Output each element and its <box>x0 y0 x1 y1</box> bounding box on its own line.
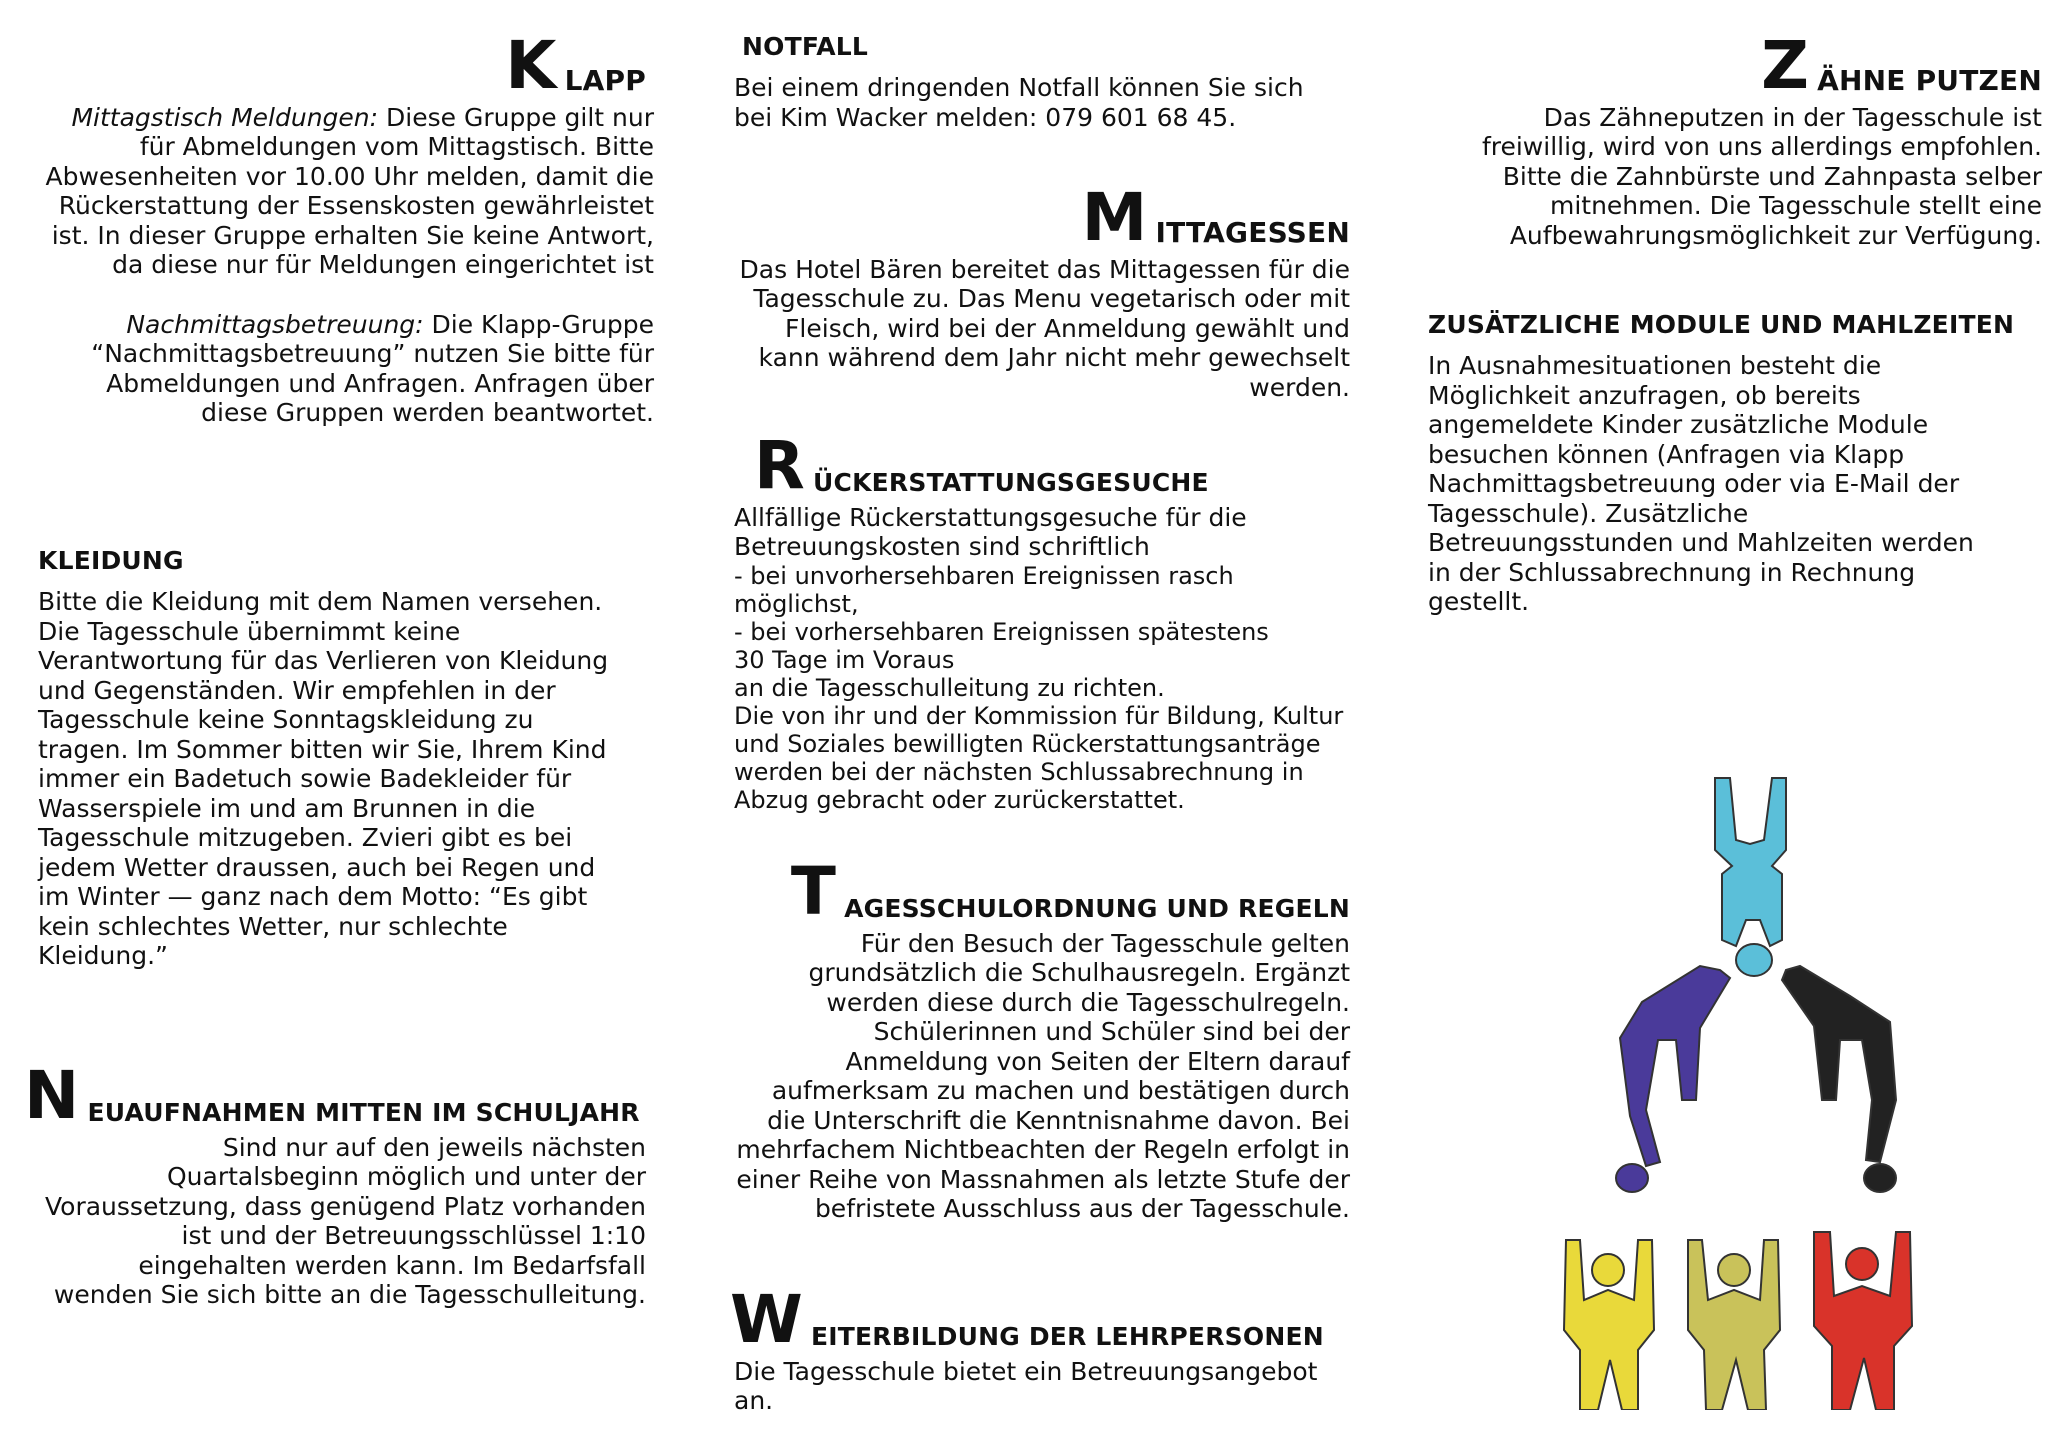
section-module <box>1428 312 2042 617</box>
klapp-label-mittagstisch: Mittagstisch Meldungen: <box>71 102 379 132</box>
figure-head <box>1616 1164 1648 1192</box>
heading-initial: K <box>505 27 557 104</box>
klapp-paragraph-1 <box>38 103 654 280</box>
heading-klapp <box>38 27 646 104</box>
section-mittagessen <box>734 179 1350 402</box>
heading-text: ÜCKERSTATTUNGSGESUCHE <box>813 467 1209 497</box>
figure-head <box>1736 944 1772 976</box>
human-pyramid-illustration <box>1550 770 1990 1410</box>
heading-mittagessen <box>734 179 1350 256</box>
heading-rueckerstattung <box>754 427 1350 504</box>
section-klapp <box>38 27 654 428</box>
rueckerstattung-line-2: - bei vorhersehbaren Ereignissen spätestens 30 Tage im Voraus <box>734 617 1269 674</box>
heading-text: ITTAGESSEN <box>1155 215 1350 249</box>
figure-bottom-olive <box>1688 1240 1780 1410</box>
zaehne-text: Das Zähneputzen in der Tagesschule ist freiwillig, wird von uns allerdings empfohlen. Bitte die Zahnbürste und Zahnpasta selber mitnehmen. Die Tagesschule stellt eine Aufbewahrungsmöglichkeit zur Verfügung. <box>1481 102 2042 250</box>
section-weiterbildung <box>730 1281 1350 1416</box>
heading-text: EUAUFNAHMEN MITTEN IM SCHULJAHR <box>87 1097 640 1127</box>
rueckerstattung-line-3: an die Tagesschulleitung zu richten. <box>734 673 1165 702</box>
rueckerstattung-line-1: - bei unvorhersehbaren Ereignissen rasch möglichst, <box>734 561 1234 618</box>
neuaufnahmen-text: Sind nur auf den jeweils nächsten Quartalsbeginn möglich und unter der Voraussetzung, dass genügend Platz vorhanden ist und der Betreuungsschlüssel 1:10 eingehalten werden kann. Im Bedarfsfall wenden Sie sich bitte an die Tagesschulleitung. <box>45 1132 646 1310</box>
heading-initial: Z <box>1761 27 1810 104</box>
heading-text: LAPP <box>564 63 646 97</box>
section-tagesschulordnung <box>734 853 1350 1224</box>
heading-weiterbildung <box>730 1281 1350 1358</box>
figure-body <box>1715 778 1786 946</box>
heading-initial: T <box>790 853 837 930</box>
weiterbildung-text: Die Tagesschule bietet ein Betreuungsangebot an. <box>734 1356 1318 1416</box>
heading-text: ÄHNE PUTZEN <box>1817 63 2042 97</box>
figure-bottom-yellow <box>1564 1240 1654 1410</box>
notfall-text: Bei einem dringenden Notfall können Sie sich bei Kim Wacker melden: 079 601 68 45. <box>734 73 1304 132</box>
klapp-text-mittagstisch: Diese Gruppe gilt nur für Abmeldungen vom Mittagstisch. Bitte Abwesenheiten vor 10.00 Uhr melden, damit die Rückerstattung der Essenskosten gewährleistet ist. In dieser Gruppe erhalten Sie keine Antwort, da diese nur für Meldungen eingerichtet ist <box>45 102 654 280</box>
heading-tagesschulordnung <box>734 853 1350 930</box>
heading-initial: W <box>730 1281 803 1358</box>
heading-module: ZUSÄTZLICHE MODULE UND MAHLZEITEN <box>1428 310 2015 339</box>
mittagessen-text: Das Hotel Bären bereitet das Mittagessen für die Tagesschule zu. Das Menu vegetarisch oder mit Fleisch, wird bei der Anmeldung gewählt und kann während dem Jahr nicht mehr gewechselt werden. <box>739 254 1350 402</box>
klapp-paragraph-2 <box>38 310 654 428</box>
section-zaehne <box>1428 27 2042 250</box>
heading-text: EITERBILDUNG DER LEHRPERSONEN <box>811 1321 1324 1351</box>
figure-body <box>1782 966 1896 1162</box>
figure-head <box>1718 1254 1750 1286</box>
figure-middle-black <box>1782 966 1896 1192</box>
kleidung-text: Bitte die Kleidung mit dem Namen versehen. Die Tagesschule übernimmt keine Verantwortung für das Verlieren von Kleidung und Gegenständen. Wir empfehlen in der Tagesschule keine Sonntagskleidung zu tragen. Im Sommer bitten wir Sie, Ihrem Kind immer ein Badetuch sowie Badekleider für Wasserspiele im und am Brunnen in die Tagesschule mitzugeben. Zvieri gibt es bei jedem Wetter draussen, auch bei Regen und im Winter — ganz nach dem Motto: “Es gibt kein schlechtes Wetter, nur schlechte Kleidung.” <box>38 587 609 970</box>
klapp-label-nachmittag: Nachmittagsbetreuung: <box>126 309 424 339</box>
heading-notfall: NOTFALL <box>742 32 869 61</box>
section-neuaufnahmen <box>24 1057 654 1310</box>
figure-middle-purple <box>1616 966 1730 1192</box>
figure-body <box>1620 966 1730 1166</box>
figure-bottom-red <box>1814 1232 1912 1410</box>
klapp-text-nachmittag: Die Klapp-Gruppe “Nachmittagsbetreuung” nutzen Sie bitte für Abmeldungen und Anfragen. Anfragen über diese Gruppen werden beantwortet. <box>91 309 654 428</box>
section-notfall <box>734 34 1350 132</box>
section-kleidung <box>38 548 654 971</box>
figure-head <box>1864 1164 1896 1192</box>
heading-text: AGESSCHULORDNUNG UND REGELN <box>844 893 1350 923</box>
rueckerstattung-line-4: Die von ihr und der Kommission für Bildung, Kultur und Soziales bewilligten Rückerstattungsanträge werden bei der nächsten Schlussabrechnung in Abzug gebracht oder zurückerstattet. <box>734 701 1344 814</box>
figure-top-blue <box>1715 778 1786 976</box>
figure-head <box>1592 1254 1624 1286</box>
tagesschulordnung-text: Für den Besuch der Tagesschule gelten grundsätzlich die Schulhausregeln. Ergänzt werden diese durch die Tagesschulregeln. Schülerinnen und Schüler sind bei der Anmeldung von Seiten der Eltern darauf aufmerksam zu machen und bestätigen durch die Unterschrift die Kenntnisnahme davon. Bei mehrfachem Nichtbeachten der Regeln erfolgt in einer Reihe von Massnahmen als letzte Stufe der befristete Ausschluss aus der Tagesschule. <box>736 928 1350 1224</box>
heading-kleidung: KLEIDUNG <box>38 546 184 575</box>
module-text: In Ausnahmesituationen besteht die Möglichkeit anzufragen, ob bereits angemeldete Kinder zusätzliche Module besuchen können (Anfragen via Klapp Nachmittagsbetreuung oder via E-Mail der Tagesschule). Zusätzliche Betreuungsstunden und Mahlzeiten werden in der Schlussabrechnung in Rechnung gestellt. <box>1428 351 1974 616</box>
section-rueckerstattung <box>734 427 1350 814</box>
heading-initial: R <box>754 427 806 504</box>
rueckerstattung-intro: Allfällige Rückerstattungsgesuche für die Betreuungskosten sind schriftlich <box>734 502 1247 562</box>
heading-initial: N <box>24 1057 80 1134</box>
heading-initial: M <box>1081 179 1148 256</box>
figure-head <box>1846 1248 1878 1280</box>
heading-neuaufnahmen <box>24 1057 654 1134</box>
heading-zaehne <box>1428 27 2042 104</box>
